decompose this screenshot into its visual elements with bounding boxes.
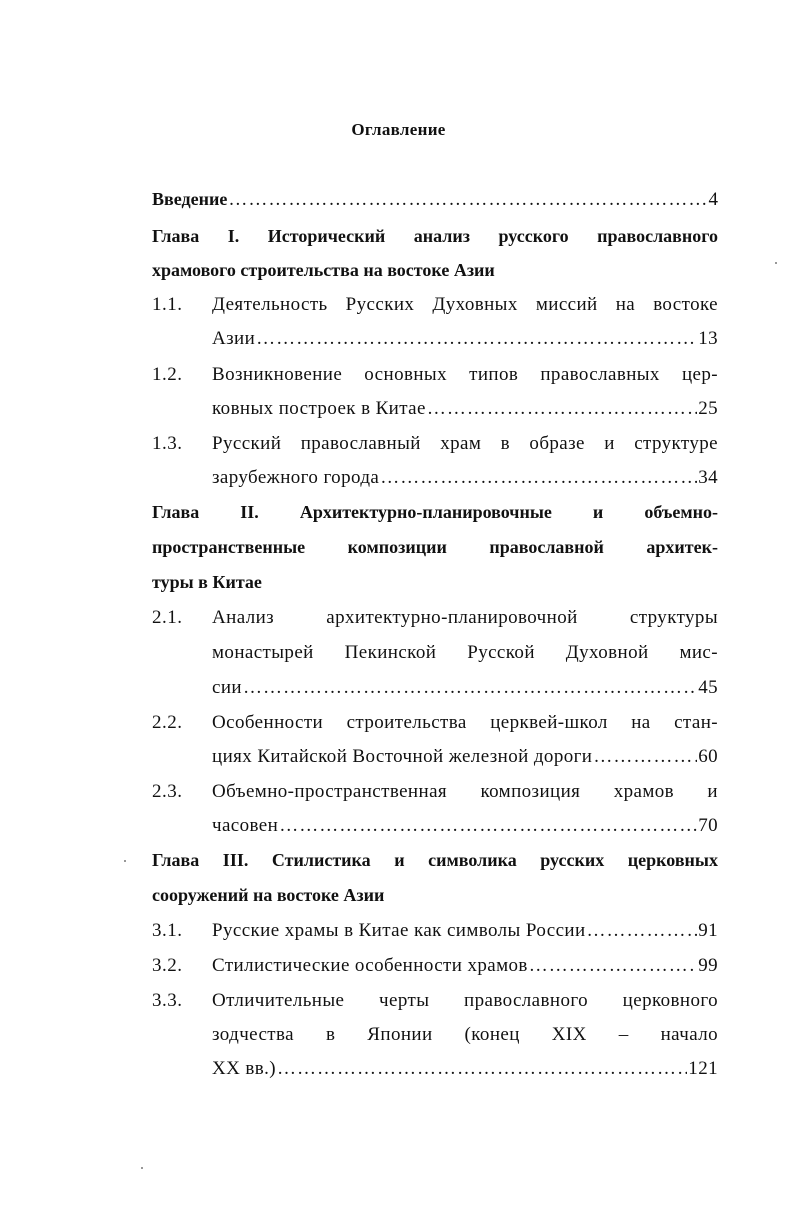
leader-dots (279, 815, 697, 837)
chapter3-heading-line1: Глава III. Стилистика и символика русских церковных (152, 850, 718, 870)
leader-dots (243, 677, 697, 699)
section-2-1-line1: Анализ архитектурно-планировочной структуры (212, 607, 718, 628)
section-1-1-page: 13 (698, 328, 718, 349)
section-3-1-text: Русские храмы в Китае как символы России (212, 920, 586, 941)
section-3-2-page: 99 (698, 955, 718, 976)
section-3-3-line2: зодчества в Японии (конец XIX – начало (212, 1024, 718, 1045)
section-3-2-number: 3.2. (152, 955, 183, 976)
scan-speck (141, 1167, 143, 1169)
intro-page: 4 (708, 189, 718, 210)
chapter1-heading-line2: храмового строительства на востоке Азии (152, 260, 495, 280)
chapter2-heading-line2: пространственные композиции православной архитек- (152, 537, 718, 557)
leader-dots (427, 398, 697, 420)
section-2-2-number: 2.2. (152, 712, 183, 733)
section-2-3-line2 (212, 815, 718, 837)
section-2-2-text: циях Китайской Восточной железной дороги (212, 746, 593, 767)
toc-title: Оглавление (351, 120, 446, 139)
section-3-1-number: 3.1. (152, 920, 183, 941)
chapter3-heading-line2: сооружений на востоке Азии (152, 885, 385, 905)
section-1-1-line2 (212, 328, 718, 350)
intro-label: Введение (152, 189, 228, 209)
leader-dots (593, 746, 697, 768)
section-1-3-line1: Русский православный храм в образе и структуре (212, 433, 718, 454)
section-1-1-number: 1.1. (152, 294, 183, 315)
section-3-1-page: 91 (698, 920, 718, 941)
section-2-3-line1: Объемно-пространственная композиция храмов и (212, 781, 718, 802)
section-2-1-line2: монастырей Пекинской Русской Духовной мис- (212, 642, 718, 663)
chapter2-heading-line3: туры в Китае (152, 572, 262, 592)
section-2-3-page: 70 (698, 815, 718, 836)
section-2-1-page: 45 (698, 677, 718, 698)
leader-dots (529, 955, 697, 977)
leader-dots (228, 189, 707, 211)
section-3-1-line1 (212, 920, 718, 942)
section-3-3-line1: Отличительные черты православного церковного (212, 990, 718, 1011)
section-1-3-text: зарубежного города (212, 467, 380, 488)
section-2-1-number: 2.1. (152, 607, 183, 628)
scan-speck (124, 860, 126, 862)
section-3-3-line3 (212, 1058, 718, 1080)
section-1-2-page: 25 (698, 398, 718, 419)
section-3-3-text: XX вв.) (212, 1058, 277, 1079)
leader-dots (380, 467, 697, 489)
section-1-2-line1: Возникновение основных типов православных цер- (212, 364, 718, 385)
section-2-3-text: часовен (212, 815, 279, 836)
section-2-2-line1: Особенности строительства церквей-школ на стан- (212, 712, 718, 733)
section-1-1-line1: Деятельность Русских Духовных миссий на востоке (212, 294, 718, 315)
section-3-3-page: 121 (688, 1058, 718, 1079)
section-1-3-line2 (212, 467, 718, 489)
leader-dots (277, 1058, 687, 1080)
scan-speck (775, 262, 777, 264)
section-2-2-page: 60 (698, 746, 718, 767)
section-2-3-number: 2.3. (152, 781, 183, 802)
section-1-3-number: 1.3. (152, 433, 183, 454)
section-1-2-text: ковных построек в Китае (212, 398, 426, 419)
section-1-3-page: 34 (698, 467, 718, 488)
leader-dots (587, 920, 698, 942)
section-3-2-text: Стилистические особенности храмов (212, 955, 528, 976)
section-1-1-text: Азии (212, 328, 256, 349)
leader-dots (256, 328, 697, 350)
chapter1-heading-line1: Глава I. Исторический анализ русского православного (152, 226, 718, 246)
chapter2-heading-line1: Глава II. Архитектурно-планировочные и объемно- (152, 502, 718, 522)
toc-entry-intro (152, 189, 718, 211)
section-1-2-line2 (212, 398, 718, 420)
section-2-2-line2 (212, 746, 718, 768)
section-1-2-number: 1.2. (152, 364, 183, 385)
section-2-1-line3 (212, 677, 718, 699)
section-2-1-text: сии (212, 677, 242, 698)
section-3-3-number: 3.3. (152, 990, 183, 1011)
section-3-2-line1 (212, 955, 718, 977)
